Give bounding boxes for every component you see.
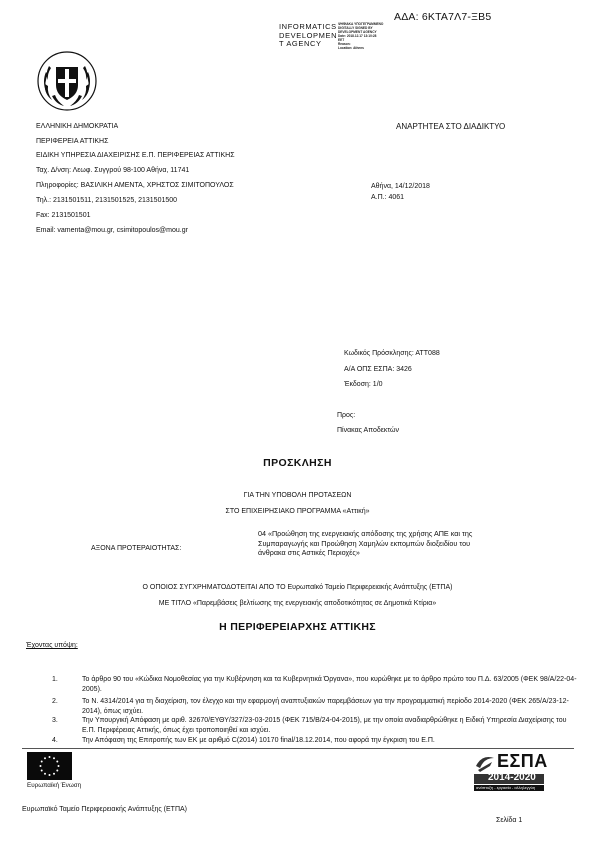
legal-item-number: 4. bbox=[52, 737, 58, 744]
considering-label: Έχοντας υπόψη: bbox=[26, 642, 78, 649]
legal-item-text: Την Απόφαση της Επιτροπής των ΕΚ με αριθμό C(2014) 10170 final/18.12.2014, που αφορά την έγκριση του Ε.Π. bbox=[82, 737, 435, 744]
signature-details bbox=[338, 22, 383, 50]
call-version: Έκδοση: 1/0 bbox=[344, 381, 383, 388]
program-title-line: ΜΕ ΤΙΤΛΟ «Παρεμβάσεις βελτίωσης της ενεργειακής αποδοτικότητας σε Δημοτικά Κτίρια» bbox=[158, 600, 437, 607]
authority-heading: Η ΠΕΡΙΦΕΡΕΙΑΡΧΗΣ ΑΤΤΙΚΗΣ bbox=[219, 621, 376, 633]
page-number: Σελίδα 1 bbox=[496, 817, 523, 824]
legal-item-text: Το άρθρο 90 του «Κώδικα Νομοθεσίας για την Κυβέρνηση και τα Κυβερνητικά Όργανα», που κυρώθηκε με το άρθρο πρώτο του Π.Δ. 63/2005 (ΦΕΚ 98/Α/22-04-2005). bbox=[82, 676, 577, 693]
subtitle-submission: ΓΙΑ ΤΗΝ ΥΠΟΒΟΛΗ ΠΡΟΤΑΣΕΩΝ bbox=[243, 492, 352, 499]
espa-number: Α/Α ΟΠΣ ΕΣΠΑ: 3426 bbox=[344, 366, 412, 373]
axis-label: ΑΞΟΝΑ ΠΡΟΤΕΡΑΙΟΤΗΤΑΣ: bbox=[91, 545, 182, 552]
signature-line: Date: 2018.12.17 13:10:28 bbox=[338, 34, 377, 38]
espa-years: 2014-2020 bbox=[488, 772, 536, 783]
signature-line: EET bbox=[338, 38, 345, 42]
eu-flag-icon bbox=[27, 752, 72, 780]
document-date: Αθήνα, 14/12/2018 bbox=[371, 183, 430, 190]
legal-item-number: 2. bbox=[52, 698, 58, 705]
cofund-line: Ο ΟΠΟΙΟΣ ΣΥΓΧΡΗΜΑΤΟΔΟΤΕΙΤΑΙ ΑΠΟ ΤΟ Ευρωπαϊκό Ταμείο Περιφερειακής Ανάπτυξης (ΕΤΠΑ) bbox=[142, 584, 453, 591]
eu-label: Ευρωπαϊκή Ένωση bbox=[27, 782, 82, 789]
protocol-number: Α.Π.: 4061 bbox=[371, 194, 405, 201]
sender-address: Ταχ. Δ/νση: Λεωφ. Συγγρού 98-100 Αθήνα, 11741 bbox=[36, 167, 190, 174]
signature-line: ΨΗΦΙΑΚΑ ΥΠΟΓΕΓΡΑΜΜΕΝΟ bbox=[338, 22, 384, 26]
sender-country: ΕΛΛΗΝΙΚΗ ΔΗΜΟΚΡΑΤΙΑ bbox=[36, 123, 119, 130]
eu-stars-icon bbox=[27, 752, 72, 780]
signature-line: Reason: bbox=[338, 42, 351, 46]
axis-description: 04 «Προώθηση της ενεργειακής απόδοσης της χρήσης ΑΠΕ και της Συμπαραγωγής και Προώθηση Χαμηλών εκπομπών διοξειδίου του άνθρακα στις Αστικές Περιοχές» bbox=[258, 529, 473, 558]
agency-line: T AGENCY bbox=[279, 39, 322, 49]
legal-item-text: Την Υπουργική Απόφαση με αριθ. 32670/ΕΥΘΥ/327/23-03-2015 (ΦΕΚ 715/Β/24-04-2015), με την οποία αναδιαρθρώθηκε η Ειδική Υπηρεσία Διαχείρισης του Ε.Π. Περιφέρειας Αττικής, όπως έχει τροποποιηθεί και ισχύει. bbox=[82, 717, 567, 734]
legal-item-number: 1. bbox=[52, 676, 58, 683]
post-notice: ΑΝΑΡΤΗΤΕΑ ΣΤΟ ΔΙΑΔΙΚΤΥΟ bbox=[396, 122, 506, 131]
espa-tagline: ανάπτυξη - εργασία - αλληλεγγύη bbox=[476, 785, 536, 790]
sender-region: ΠΕΡΙΦΕΡΕΙΑ ΑΤΤΙΚΗΣ bbox=[36, 138, 109, 145]
sender-phone: Τηλ.: 2131501511, 2131501525, 2131501500 bbox=[36, 197, 178, 204]
legal-item-text: Το Ν. 4314/2014 για τη διαχείριση, τον έλεγχο και την εφαρμογή αναπτυξιακών παρεμβάσεων για την προγραμματική περίοδο 2014-2020 (ΦΕΚ 265/Α/23-12-2014), όπως ισχύει. bbox=[82, 698, 569, 715]
signature-line: Location: Athens bbox=[338, 46, 364, 50]
sender-service: ΕΙΔΙΚΗ ΥΠΗΡΕΣΙΑ ΔΙΑΧΕΙΡΙΣΗΣ Ε.Π. ΠΕΡΙΦΕΡΕΙΑΣ ΑΤΤΙΚΗΣ bbox=[36, 152, 235, 159]
greek-emblem-icon bbox=[36, 50, 98, 112]
espa-logo-text: ΕΣΠΑ bbox=[497, 751, 548, 771]
agency-name bbox=[279, 23, 337, 49]
agency-line: INFORMATICS bbox=[279, 22, 337, 31]
signature-line: DIGITALLY SIGNED BY bbox=[338, 26, 373, 30]
document-title: ΠΡΟΣΚΛΗΣΗ bbox=[263, 457, 332, 469]
subtitle-program: ΣΤΟ ΕΠΙΧΕΙΡΗΣΙΑΚΟ ΠΡΟΓΡΑΜΜΑ «Αττική» bbox=[225, 508, 370, 515]
sender-contacts: Πληροφορίες: ΒΑΣΙΛΙΚΗ ΑΜΕΝΤΑ, ΧΡΗΣΤΟΣ ΣΙΜΙΤΟΠΟΥΛΟΣ bbox=[36, 182, 234, 189]
recipient-value: Πίνακας Αποδεκτών bbox=[337, 427, 399, 434]
agency-line: DEVELOPMEN bbox=[279, 30, 338, 40]
sender-fax: Fax: 2131501501 bbox=[36, 212, 91, 219]
call-code: Κωδικός Πρόσκλησης: ΑΤΤ088 bbox=[344, 350, 440, 357]
sender-email: Email: vamenta@mou.gr, csimitopoulos@mou.gr bbox=[36, 227, 188, 234]
fund-name: Ευρωπαϊκό Ταμείο Περιφερειακής Ανάπτυξης (ΕΤΠΑ) bbox=[22, 806, 187, 813]
legal-item-number: 3. bbox=[52, 717, 58, 724]
signature-line: DEVELOPMENT AGENCY bbox=[338, 30, 377, 34]
recipient-label: Προς: bbox=[337, 412, 356, 419]
footer-divider bbox=[22, 748, 574, 749]
ada-code: ΑΔΑ: 6ΚΤΑ7Λ7-ΞΒ5 bbox=[394, 11, 492, 23]
